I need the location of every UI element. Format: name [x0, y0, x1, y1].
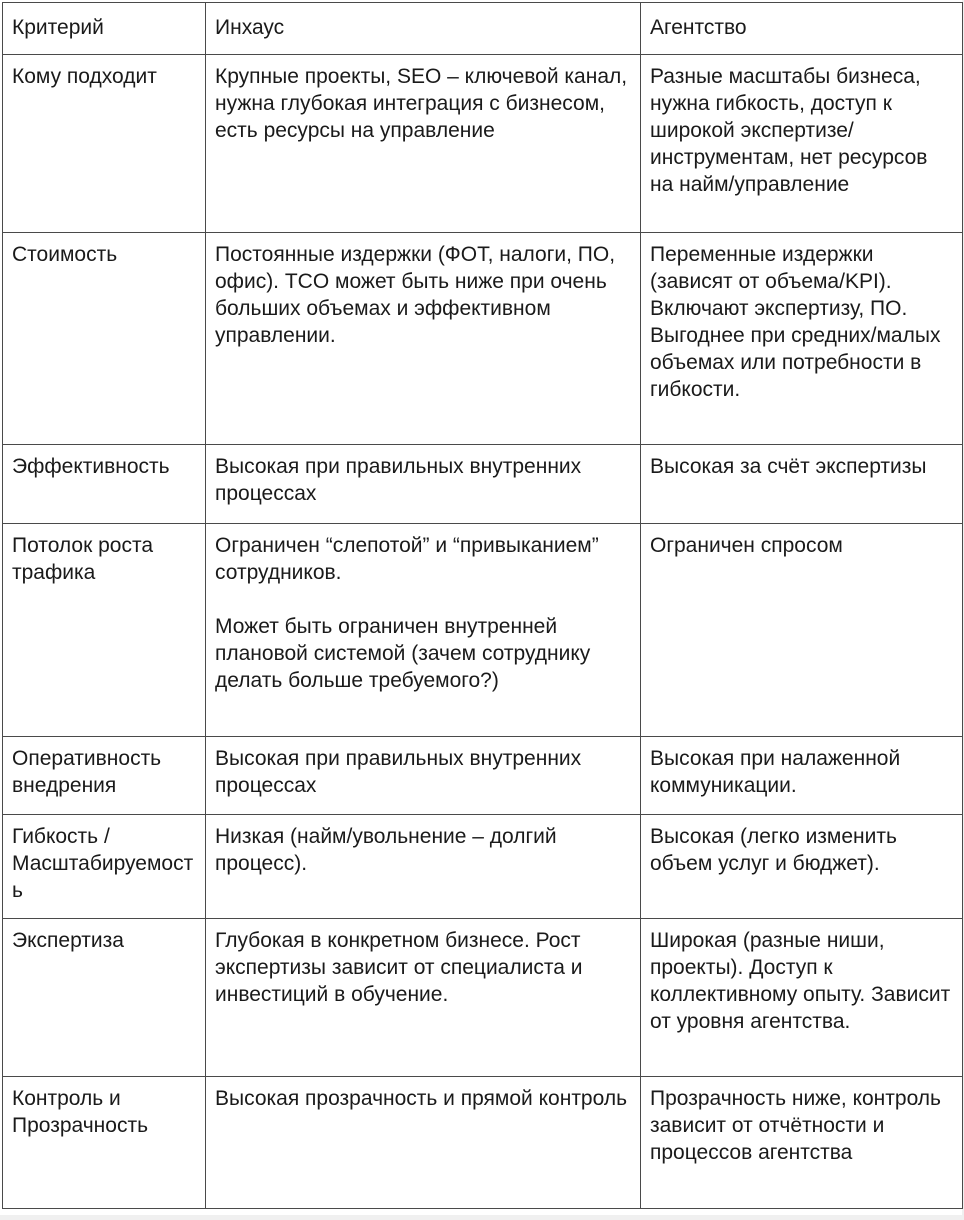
inhouse-cell: Низкая (найм/увольнение – долгий процесс).: [206, 815, 641, 919]
criterion-cell: Оперативность внедрения: [3, 737, 206, 815]
header-agency: Агентство: [641, 3, 963, 55]
table-row: [3, 524, 963, 737]
agency-cell: Переменные издержки (зависят от объема/KPI). Включают экспертизу, ПО. Выгоднее при средних/малых объемах или потребности в гибкости.: [641, 233, 963, 445]
agency-cell: Высокая (легко изменить объем услуг и бюджет).: [641, 815, 963, 919]
inhouse-cell: Постоянные издержки (ФОТ, налоги, ПО, офис). TCO может быть ниже при очень больших объемах и эффективном управлении.: [206, 233, 641, 445]
header-criterion: Критерий: [3, 3, 206, 55]
table-row: [3, 919, 963, 1077]
agency-cell: Высокая за счёт экспертизы: [641, 445, 963, 524]
criterion-cell: Стоимость: [3, 233, 206, 445]
inhouse-paragraph: Может быть ограничен внутренней плановой системой (зачем сотруднику делать больше требуемого?): [215, 615, 591, 692]
table-header-row: [3, 3, 963, 55]
table-row: [3, 815, 963, 919]
table-row: [3, 233, 963, 445]
criterion-cell: Кому подходит: [3, 55, 206, 233]
table-row: [3, 737, 963, 815]
criterion-cell: Контроль и Прозрачность: [3, 1077, 206, 1209]
inhouse-cell: [206, 524, 641, 737]
criterion-cell: Потолок роста трафика: [3, 524, 206, 737]
inhouse-cell: Крупные проекты, SEO – ключевой канал, нужна глубокая интеграция с бизнесом, есть ресурсы на управление: [206, 55, 641, 233]
inhouse-cell: Высокая прозрачность и прямой контроль: [206, 1077, 641, 1209]
comparison-table: [2, 2, 963, 1209]
criterion-cell: Эффективность: [3, 445, 206, 524]
inhouse-paragraph: Ограничен “слепотой” и “привыканием” сотрудников.: [215, 534, 599, 584]
inhouse-cell: Высокая при правильных внутренних процессах: [206, 445, 641, 524]
table-row: [3, 445, 963, 524]
table-row: [3, 1077, 963, 1209]
header-inhouse: Инхаус: [206, 3, 641, 55]
agency-cell: Прозрачность ниже, контроль зависит от отчётности и процессов агентства: [641, 1077, 963, 1209]
criterion-cell: Гибкость / Масштабируемость: [3, 815, 206, 919]
criterion-cell: Экспертиза: [3, 919, 206, 1077]
table-row: [3, 55, 963, 233]
inhouse-cell: Высокая при правильных внутренних процессах: [206, 737, 641, 815]
agency-cell: Широкая (разные ниши, проекты). Доступ к коллективному опыту. Зависит от уровня агентства.: [641, 919, 963, 1077]
agency-cell: Ограничен спросом: [641, 524, 963, 737]
inhouse-cell: Глубокая в конкретном бизнесе. Рост экспертизы зависит от специалиста и инвестиций в обучение.: [206, 919, 641, 1077]
agency-cell: Высокая при налаженной коммуникации.: [641, 737, 963, 815]
agency-cell: Разные масштабы бизнеса, нужна гибкость, доступ к широкой экспертизе/инструментам, нет ресурсов на найм/управление: [641, 55, 963, 233]
